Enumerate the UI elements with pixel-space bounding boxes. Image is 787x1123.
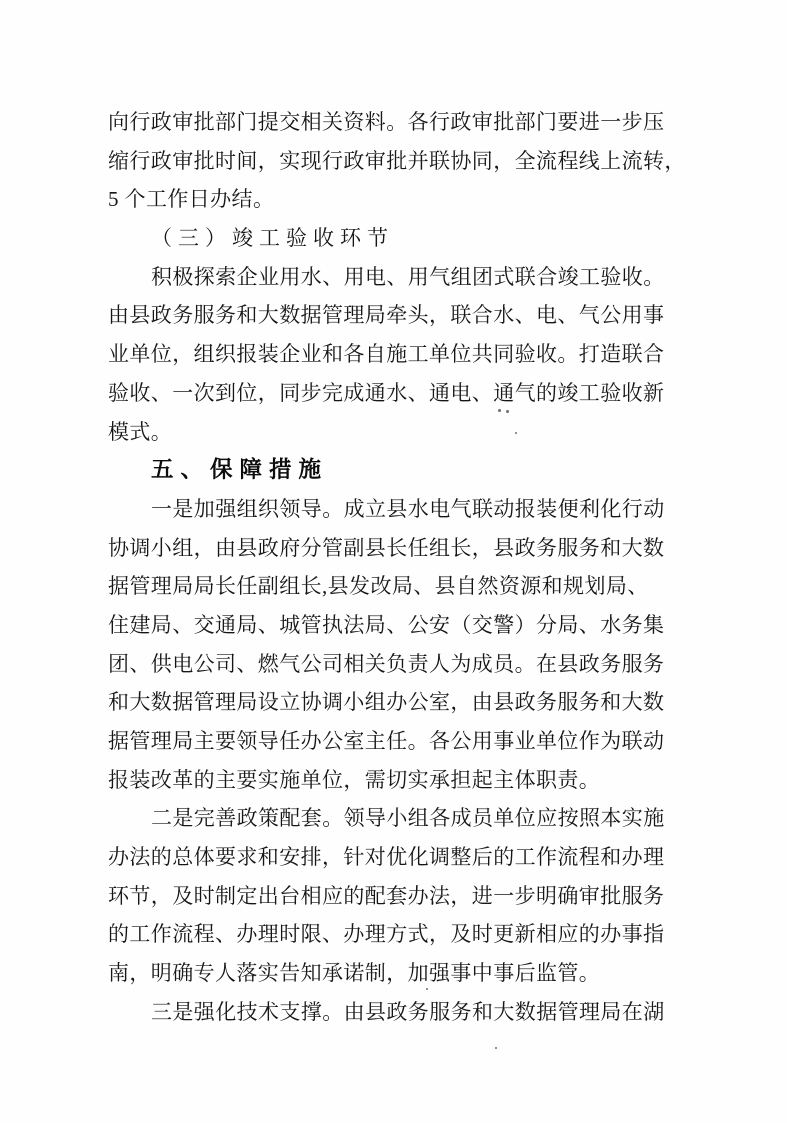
text-line: 报装改革的主要实施单位，需切实承担起主体职责。 <box>108 767 601 792</box>
document-text-block <box>108 103 708 1032</box>
text-line: 南，明确专人落实告知承诺制，加强事中事后监管。 <box>108 961 601 986</box>
text-line: 缩行政审批时间，实现行政审批并联协同，全流程线上流转， <box>108 148 686 173</box>
text-line: 和大数据管理局设立协调小组办公室，由县政务服务和大数 <box>108 690 665 715</box>
text-line: 的工作流程、办理时限、办理方式，及时更新相应的办事指 <box>108 922 665 947</box>
text-line: 5 个工作日办结。 <box>108 187 275 212</box>
text-line: 验收、一次到位，同步完成通水、通电、通气的竣工验收新 <box>108 380 665 405</box>
scan-speck <box>426 988 428 990</box>
text-line: 住建局、交通局、城管执法局、公安（交警）分局、水务集 <box>108 612 665 637</box>
text-line: 协调小组，由县政府分管副县长任组长，县政务服务和大数 <box>108 535 665 560</box>
text-line: 环节，及时制定出台相应的配套办法，进一步明确审批服务 <box>108 883 665 908</box>
scan-speck <box>495 1047 497 1049</box>
text-line: 积极探索企业用水、用电、用气组团式联合竣工验收。 <box>151 264 665 289</box>
scan-speck <box>515 432 517 434</box>
text-line: 团、供电公司、燃气公司相关负责人为成员。在县政务服务 <box>108 651 665 676</box>
text-line: 业单位，组织报装企业和各自施工单位共同验收。打造联合 <box>108 342 665 367</box>
text-line: 据管理局主要领导任办公室主任。各公用事业单位作为联动 <box>108 729 665 753</box>
text-line: 由县政务服务和大数据管理局牵头，联合水、电、气公用事 <box>108 303 665 328</box>
text-line: 办法的总体要求和安排，针对优化调整后的工作流程和办理 <box>108 845 665 870</box>
text-line: 二是完善政策配套。领导小组各成员单位应按照本实施 <box>151 806 665 831</box>
text-line: 模式。 <box>108 419 173 444</box>
text-line: 一是加强组织领导。成立县水电气联动报装便利化行动 <box>151 496 665 521</box>
section-heading: 五、保障措施 <box>151 457 329 483</box>
text-line: 向行政审批部门提交相关资料。各行政审批部门要进一步压 <box>108 110 665 134</box>
text-line: 三是强化技术支撑。由县政务服务和大数据管理局在湖 <box>151 999 665 1024</box>
scan-speck <box>506 410 509 413</box>
sub-section-heading: （三）竣工验收环节 <box>151 226 394 251</box>
text-line: 据管理局局长任副组长,县发改局、县自然资源和规划局、 <box>108 574 649 599</box>
scan-speck <box>498 409 501 412</box>
